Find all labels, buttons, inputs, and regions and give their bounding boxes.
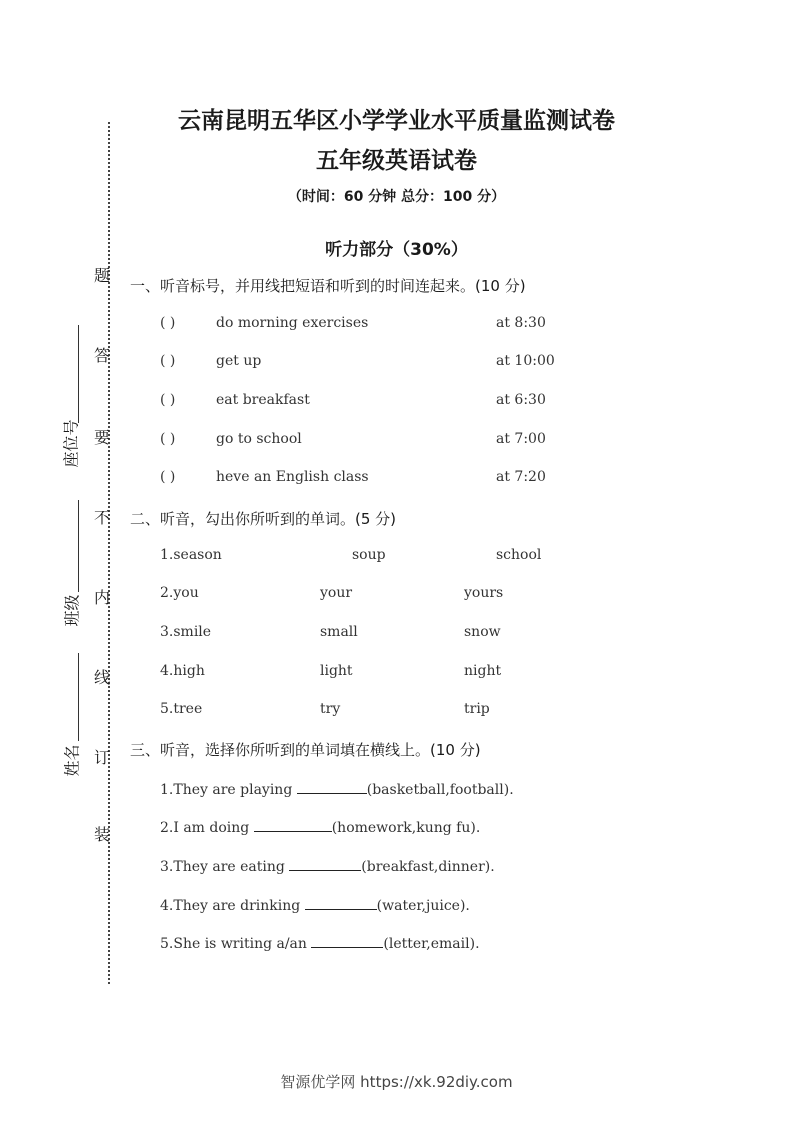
exam-meta: （时间：60 分钟 总分：100 分） [287, 189, 506, 205]
q3-sentence [160, 779, 514, 798]
warning-char: 不 [94, 508, 111, 527]
exam-subtitle: 五年级英语试卷 [316, 148, 477, 174]
q2-word: soup [352, 547, 386, 563]
seat-number-line [78, 325, 79, 423]
warning-char: 装 [94, 825, 111, 844]
q2-word: small [320, 624, 358, 640]
name-line [78, 653, 79, 741]
q3-text-before: 1.They are playing [160, 782, 297, 798]
answer-blank[interactable] [305, 895, 377, 910]
warning-char: 答 [94, 346, 111, 365]
section-title: 听力部分（30%） [325, 240, 468, 260]
q2-heading: 二、听音，勾出你所听到的单词。(5 分) [130, 510, 397, 528]
q1-paren: ( ) [160, 469, 176, 485]
q3-heading: 三、听音，选择你所听到的单词填在横线上。(10 分) [130, 741, 481, 759]
q1-paren: ( ) [160, 315, 176, 331]
binding-dotted-line [108, 122, 110, 984]
q1-time: at 8:30 [496, 315, 546, 331]
q3-sentence [160, 933, 480, 952]
q3-text-before: 3.They are eating [160, 859, 290, 875]
answer-blank[interactable] [297, 779, 367, 794]
q2-word: 3.smile [160, 624, 212, 640]
q1-time: at 6:30 [496, 392, 546, 408]
q2-word: 5.tree [160, 701, 203, 717]
q1-phrase: eat breakfast [216, 392, 310, 408]
q1-phrase: heve an English class [216, 469, 369, 485]
q3-text-after: (letter,email). [383, 936, 480, 952]
q2-word: your [320, 585, 353, 601]
q1-time: at 7:20 [496, 469, 546, 485]
answer-blank[interactable] [289, 856, 361, 871]
q1-paren: ( ) [160, 431, 176, 447]
q1-phrase: get up [216, 353, 262, 369]
q3-text-before: 5.She is writing a/an [160, 936, 312, 952]
q3-sentence [160, 895, 470, 914]
q1-phrase: do morning exercises [216, 315, 369, 331]
class-line [78, 500, 79, 592]
q3-text-after: (breakfast,dinner). [361, 859, 495, 875]
answer-blank[interactable] [254, 817, 332, 832]
warning-char: 线 [94, 668, 111, 687]
class-label: 班级 [62, 594, 82, 627]
q3-text-before: 4.They are drinking [160, 898, 305, 914]
q2-word: trip [464, 701, 490, 717]
q2-word: night [464, 663, 502, 679]
q2-word: 2.you [160, 585, 199, 601]
q1-paren: ( ) [160, 353, 176, 369]
name-label: 姓名 [62, 744, 82, 777]
q1-time: at 10:00 [496, 353, 555, 369]
warning-char: 题 [94, 266, 111, 285]
q3-sentence [160, 817, 480, 836]
q3-text-after: (basketball,football). [366, 782, 514, 798]
q2-word: light [320, 663, 353, 679]
q2-word: yours [464, 585, 504, 601]
q2-word: try [320, 701, 341, 717]
q3-text-before: 2.I am doing [160, 820, 254, 836]
q2-word: school [496, 547, 542, 563]
q3-text-after: (water,juice). [376, 898, 470, 914]
seat-number-label: 座位号 [61, 419, 81, 468]
q1-time: at 7:00 [496, 431, 546, 447]
q1-phrase: go to school [216, 431, 302, 447]
answer-blank[interactable] [311, 933, 383, 948]
q2-word: snow [464, 624, 501, 640]
q3-sentence [160, 856, 495, 875]
warning-char: 内 [94, 588, 111, 607]
q3-text-after: (homework,kung fu). [331, 820, 481, 836]
warning-char: 要 [94, 428, 111, 447]
q2-word: 1.season [160, 547, 222, 563]
q1-heading: 一、听音标号，并用线把短语和听到的时间连起来。(10 分) [130, 277, 526, 295]
exam-title: 云南昆明五华区小学学业水平质量监测试卷 [178, 108, 615, 134]
q1-paren: ( ) [160, 392, 176, 408]
site-footer: 智源优学网 https://xk.92diy.com [280, 1073, 513, 1091]
q2-word: 4.high [160, 663, 205, 679]
warning-char: 订 [94, 748, 111, 767]
